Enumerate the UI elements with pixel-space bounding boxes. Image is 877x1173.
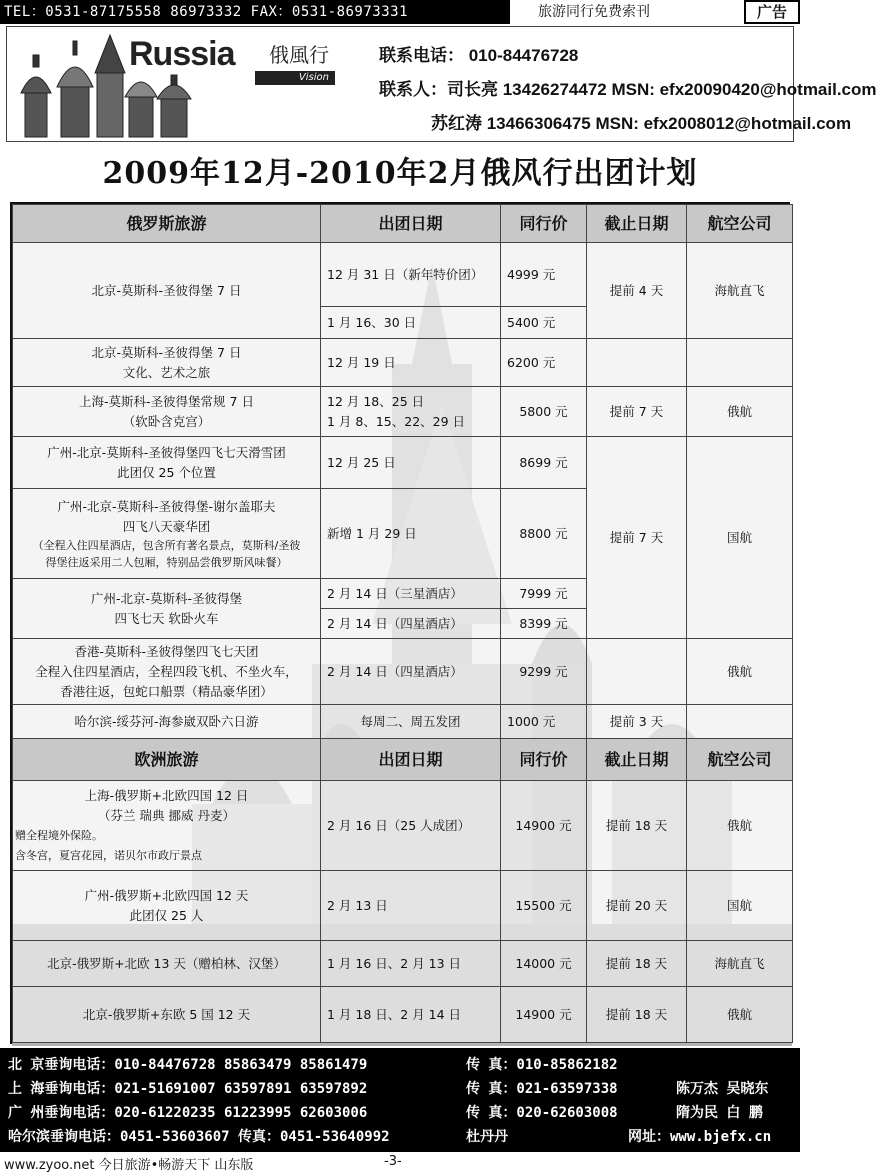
route-note: 含冬宫，夏宫花园，诺贝尔市政厅景点 (15, 848, 202, 862)
route-cell (13, 781, 321, 871)
airline-cell: 俄航 (687, 781, 793, 871)
table-row (13, 781, 793, 871)
schedule-grid (12, 204, 793, 1043)
route-cell (13, 579, 321, 639)
advert-header (6, 26, 877, 142)
footer-contact-block (0, 1048, 800, 1152)
date-cell (321, 387, 501, 437)
footer-beijing-phones: 北 京垂询电话：010-84476728 85863479 85861479 (8, 1057, 368, 1073)
airline-cell (687, 339, 793, 387)
route-cell: 北京-莫斯科-圣彼得堡 7 日 (13, 243, 321, 339)
col-header-date: 出团日期 (321, 739, 501, 781)
route-cell (13, 437, 321, 489)
deadline-cell (587, 639, 687, 705)
col-header-deadline: 截止日期 (587, 205, 687, 243)
route-line: 四飞八天豪华团 (122, 518, 211, 534)
deadline-cell: 提前 4 天 (587, 243, 687, 339)
date-cell: 2 月 14 日（四星酒店） (321, 609, 501, 639)
deadline-cell (587, 339, 687, 387)
price-cell: 5800 元 (501, 387, 587, 437)
footer-beijing-fax: 传 真：010-85862182 (466, 1057, 618, 1073)
route-line: 上海-莫斯科-圣彼得堡常规 7 日 (79, 393, 254, 409)
contact-person-1: 联系人：司长亮 13426274472 MSN: efx20090420@hotmail.com (379, 80, 877, 99)
route-cell: 北京-俄罗斯+北欧 13 天（赠柏林、汉堡） (13, 941, 321, 987)
route-line: 此团仅 25 个位置 (117, 464, 216, 480)
price-cell: 8800 元 (501, 489, 587, 579)
airline-cell: 俄航 (687, 639, 793, 705)
route-line: 文化、艺术之旅 (122, 364, 211, 380)
airline-cell: 海航直飞 (687, 941, 793, 987)
route-line: 广州-北京-莫斯科-圣彼得堡四飞七天滑雪团 (47, 444, 286, 460)
route-line: 广州-北京-莫斯科-圣彼得堡-谢尔盖耶夫 (57, 498, 276, 514)
deadline-cell: 提前 18 天 (587, 781, 687, 871)
route-line: （软卧含克宫） (122, 413, 211, 429)
route-line: 北京-莫斯科-圣彼得堡 7 日 (91, 344, 242, 360)
route-cell (13, 639, 321, 705)
deadline-cell: 提前 20 天 (587, 871, 687, 941)
page-footer-line (0, 1152, 800, 1172)
footer-guangzhou-fax: 传 真：020-62603008 (466, 1105, 618, 1121)
table-row (13, 339, 793, 387)
table-row (13, 941, 793, 987)
date-line: 1 月 8、15、22、29 日 (327, 413, 466, 429)
deadline-cell: 提前 18 天 (587, 941, 687, 987)
route-note: 赠全程境外保险。 (15, 828, 103, 842)
tour-schedule-table (10, 202, 790, 1044)
col-header-europe-tour: 欧洲旅游 (13, 739, 321, 781)
route-note: （全程入住四星酒店，包含所有著名景点，莫斯科/圣彼 (32, 538, 301, 552)
price-cell: 7999 元 (501, 579, 587, 609)
table-row (13, 243, 793, 307)
price-cell: 4999 元 (501, 243, 587, 307)
route-cell (13, 387, 321, 437)
contact-phone: 联系电话： 010-84476728 (379, 46, 579, 65)
date-cell: 1 月 16 日、2 月 13 日 (321, 941, 501, 987)
logo-vision-tag: Vision (255, 71, 335, 85)
price-cell: 8399 元 (501, 609, 587, 639)
route-line: （芬兰 瑞典 挪威 丹麦） (98, 807, 235, 823)
date-line: 12 月 18、25 日 (327, 393, 425, 409)
price-cell: 1000 元 (501, 705, 587, 739)
date-cell: 2 月 14 日（四星酒店） (321, 639, 501, 705)
airline-cell: 俄航 (687, 387, 793, 437)
russia-header-row (13, 205, 793, 243)
footer-harbin-phones: 哈尔滨垂询电话：0451-53603607 传真：0451-53640992 (8, 1129, 390, 1145)
date-cell: 新增 1 月 29 日 (321, 489, 501, 579)
logo-area (11, 31, 367, 137)
airline-cell: 俄航 (687, 987, 793, 1043)
price-cell: 6200 元 (501, 339, 587, 387)
date-cell: 12 月 25 日 (321, 437, 501, 489)
footer-shanghai-contacts: 陈万杰 吴晓东 (676, 1081, 769, 1097)
airline-cell: 国航 (687, 437, 793, 639)
route-line: 上海-俄罗斯+北欧四国 12 日 (84, 787, 249, 803)
table-row (13, 387, 793, 437)
col-header-date: 出团日期 (321, 205, 501, 243)
date-cell: 12 月 19 日 (321, 339, 501, 387)
date-cell: 2 月 14 日（三星酒店） (321, 579, 501, 609)
route-cell: 哈尔滨-绥芬河-海参崴双卧六日游 (13, 705, 321, 739)
deadline-cell: 提前 18 天 (587, 987, 687, 1043)
route-line: 香港往返，包蛇口船票（精品豪华团） (60, 683, 273, 699)
price-cell: 14900 元 (501, 781, 587, 871)
col-header-airline: 航空公司 (687, 205, 793, 243)
top-slogan: 旅游同行免费索刊 (538, 4, 650, 20)
route-line: 广州-俄罗斯+北欧四国 12 天 (84, 887, 249, 903)
table-row (13, 437, 793, 489)
footer-harbin-contact: 杜丹丹 (466, 1129, 508, 1145)
date-cell: 每周二、周五发团 (321, 705, 501, 739)
date-cell: 1 月 16、30 日 (321, 307, 501, 339)
deadline-cell: 提前 3 天 (587, 705, 687, 739)
airline-cell (687, 705, 793, 739)
deadline-cell: 提前 7 天 (587, 437, 687, 639)
table-row (13, 705, 793, 739)
top-strip (0, 0, 800, 24)
route-line: 全程入住四星酒店，全程四段飞机、不坐火车， (35, 663, 298, 679)
footer-guangzhou-contacts: 隋为民 白 鹏 (676, 1105, 763, 1121)
table-row (13, 871, 793, 941)
table-row (13, 987, 793, 1043)
page-number: -3- (384, 1154, 402, 1169)
logo-russia-word: Russia (129, 35, 235, 73)
date-cell: 2 月 13 日 (321, 871, 501, 941)
route-note: 得堡往返采用二人包厢，特别品尝俄罗斯风味餐） (45, 555, 288, 569)
col-header-price: 同行价 (501, 205, 587, 243)
route-cell (13, 871, 321, 941)
route-line: 此团仅 25 人 (129, 907, 204, 923)
ad-badge: 广告 (744, 0, 800, 24)
route-line: 香港-莫斯科-圣彼得堡四飞七天团 (74, 643, 259, 659)
price-cell: 9299 元 (501, 639, 587, 705)
logo-chinese-name: 俄風行 (269, 43, 329, 67)
date-cell: 12 月 31 日（新年特价团） (321, 243, 501, 307)
col-header-deadline: 截止日期 (587, 739, 687, 781)
price-cell: 8699 元 (501, 437, 587, 489)
col-header-russia-tour: 俄罗斯旅游 (13, 205, 321, 243)
table-row (13, 639, 793, 705)
route-line: 四飞七天 软卧火车 (114, 610, 219, 626)
top-contact-line: TEL：0531-87175558 86973332 FAX：0531-86973331 (0, 0, 510, 24)
date-cell: 1 月 18 日、2 月 14 日 (321, 987, 501, 1043)
page-title: 2009年12月-2010年2月俄风行出团计划 (102, 156, 698, 191)
price-cell: 14000 元 (501, 941, 587, 987)
price-cell: 15500 元 (501, 871, 587, 941)
publication-site: www.zyoo.net 今日旅游•畅游天下 山东版 (4, 1158, 254, 1173)
price-cell: 5400 元 (501, 307, 587, 339)
airline-cell: 海航直飞 (687, 243, 793, 339)
price-cell: 14900 元 (501, 987, 587, 1043)
contact-person-2: 苏红涛 13466306475 MSN: efx2008012@hotmail.com (431, 114, 852, 133)
route-cell (13, 489, 321, 579)
europe-header-row (13, 739, 793, 781)
route-line: 广州-北京-莫斯科-圣彼得堡 (90, 590, 243, 606)
deadline-cell: 提前 7 天 (587, 387, 687, 437)
footer-shanghai-fax: 传 真：021-63597338 (466, 1081, 618, 1097)
footer-shanghai-phones: 上 海垂询电话：021-51691007 63597891 63597892 (8, 1081, 368, 1097)
date-cell: 2 月 16 日（25 人成团） (321, 781, 501, 871)
route-cell (13, 339, 321, 387)
airline-cell: 国航 (687, 871, 793, 941)
footer-guangzhou-phones: 广 州垂询电话：020-61220235 61223995 62603006 (8, 1105, 368, 1121)
footer-website: 网址：www.bjefx.cn (628, 1129, 772, 1145)
col-header-price: 同行价 (501, 739, 587, 781)
route-cell: 北京-俄罗斯+东欧 5 国 12 天 (13, 987, 321, 1043)
col-header-airline: 航空公司 (687, 739, 793, 781)
